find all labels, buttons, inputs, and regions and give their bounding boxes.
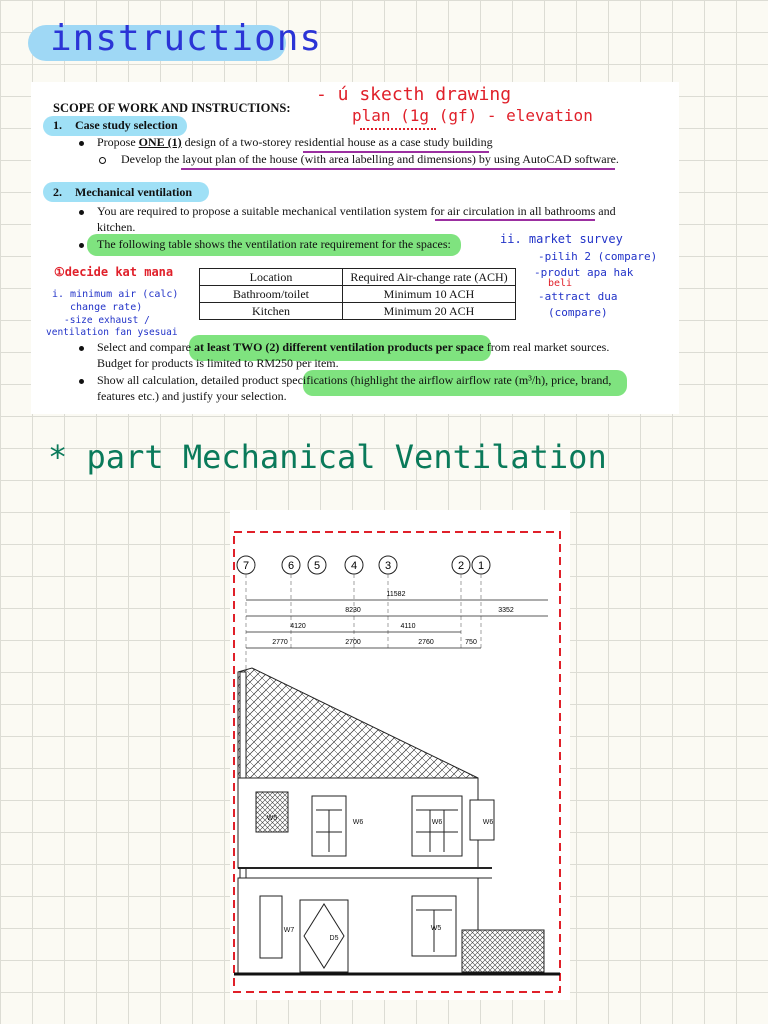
text: from real market sources. <box>483 340 610 354</box>
table-row <box>200 303 516 320</box>
vent-panel <box>256 792 288 832</box>
section-2-bullet-1-line-2: kitchen. <box>97 220 136 234</box>
section-2-bullet-4-line-2: features etc.) and justify your selection. <box>97 389 287 403</box>
section-2-number: 2. <box>53 185 62 199</box>
handwritten-note-plan: plan (1g (gf) - elevation <box>352 106 593 125</box>
dimension: 4110 <box>400 623 416 630</box>
section-1-sub-bullet-1: Develop the layout plan of the house (with area labelling and dimensions) by using AutoCAD software. <box>121 152 619 166</box>
handwritten-note-i: change rate) <box>70 302 143 313</box>
handwritten-note-i: ventilation fan ysesuai <box>46 327 178 338</box>
dimension: 2760 <box>418 639 434 646</box>
bullet <box>79 346 84 351</box>
grid-label: 5 <box>313 560 321 572</box>
instructions-document <box>31 82 679 414</box>
table-header: Required Air-change rate (ACH) <box>343 269 516 286</box>
roof <box>238 668 478 778</box>
door-d5 <box>300 900 348 972</box>
window-label: W7 <box>283 927 295 934</box>
window-w7 <box>260 896 282 958</box>
table-cell: Kitchen <box>200 303 343 320</box>
dimension: 3352 <box>498 607 514 614</box>
table-cell: Minimum 20 ACH <box>343 303 516 320</box>
fence <box>462 930 544 972</box>
window-label: W6 <box>352 819 364 826</box>
sub-bullet <box>99 157 106 164</box>
handwritten-note-ii: -pilih 2 (compare) <box>538 250 658 263</box>
ventilation-table <box>199 268 516 320</box>
text: Propose <box>97 135 139 149</box>
grid-label: 1 <box>477 560 485 572</box>
table-header: Location <box>200 269 343 286</box>
bullet <box>79 141 84 146</box>
handwritten-note-ii: beli <box>548 278 573 289</box>
window-label: W5 <box>430 925 442 932</box>
handwritten-note-i: -size exhaust / <box>64 315 150 326</box>
window-w6 <box>412 796 462 856</box>
text: Select and compare <box>97 340 194 354</box>
dimension: 8230 <box>345 607 361 614</box>
window-label: D5 <box>329 935 339 942</box>
section-1-title: Case study selection <box>75 118 178 132</box>
handwritten-note-ii: ii. market survey <box>500 232 623 246</box>
text-bold: at least TWO (2) different ventilation products per space <box>193 340 484 354</box>
section-2-bullet-2: The following table shows the ventilation rate requirement for the spaces: <box>97 237 451 251</box>
handwritten-note-decide: ①decide kat mana <box>54 265 174 279</box>
table-header-row <box>200 269 516 286</box>
bullet <box>79 379 84 384</box>
grid-label: 3 <box>384 560 392 572</box>
dimension: 750 <box>465 639 477 646</box>
table-cell: Bathroom/toilet <box>200 286 343 303</box>
section-2-title: Mechanical ventilation <box>75 185 192 199</box>
table-row <box>200 286 516 303</box>
section-2-bullet-3 <box>97 340 609 355</box>
grid-label: 7 <box>242 560 250 572</box>
dimension: 2700 <box>345 639 361 646</box>
underline-mark <box>435 219 595 221</box>
grid-label: 6 <box>287 560 295 572</box>
elevation-svg <box>230 510 570 1000</box>
grid-label: 4 <box>350 560 358 572</box>
bullet <box>79 243 84 248</box>
bullet <box>79 210 84 215</box>
page-title: instructions <box>50 18 323 59</box>
window-label: W6 <box>482 819 494 826</box>
elevation-drawing <box>230 510 570 1000</box>
section-title: * part Mechanical Ventilation <box>48 438 607 476</box>
dimension: 4120 <box>290 623 306 630</box>
window-label: W5 <box>266 815 278 822</box>
dimension: 2770 <box>272 639 288 646</box>
handwritten-note-sketch: - ú skecth drawing <box>316 84 512 105</box>
section-2-bullet-4-line-1: Show all calculation, detailed product specifications (highlight the airflow airflow rate (m³/h), price, brand, <box>97 373 612 387</box>
text-bold: ONE (1) <box>138 135 182 149</box>
section-1-number: 1. <box>53 118 62 132</box>
window-label: W6 <box>431 819 443 826</box>
dotted-underline <box>360 128 436 130</box>
doc-heading: SCOPE OF WORK AND INSTRUCTIONS: <box>53 101 291 115</box>
grid-markers <box>237 556 490 574</box>
handwritten-note-i: i. minimum air (calc) <box>52 289 179 300</box>
text: design of a two-storey residential house as a case study building <box>181 135 493 149</box>
section-1-bullet-1 <box>97 135 493 150</box>
underline-mark <box>181 168 615 170</box>
grid-label: 2 <box>457 560 465 572</box>
table-cell: Minimum 10 ACH <box>343 286 516 303</box>
handwritten-note-ii: -produt apa hak <box>534 266 634 279</box>
handwritten-note-ii: (compare) <box>548 306 608 319</box>
dimension-total: 11582 <box>386 591 406 598</box>
section-2-bullet-1-line-1: You are required to propose a suitable mechanical ventilation system for air circulation in all bathrooms and <box>97 204 616 218</box>
handwritten-note-ii: -attract dua <box>538 290 618 303</box>
section-2-bullet-3-line-2: Budget for products is limited to RM250 per item. <box>97 356 339 370</box>
